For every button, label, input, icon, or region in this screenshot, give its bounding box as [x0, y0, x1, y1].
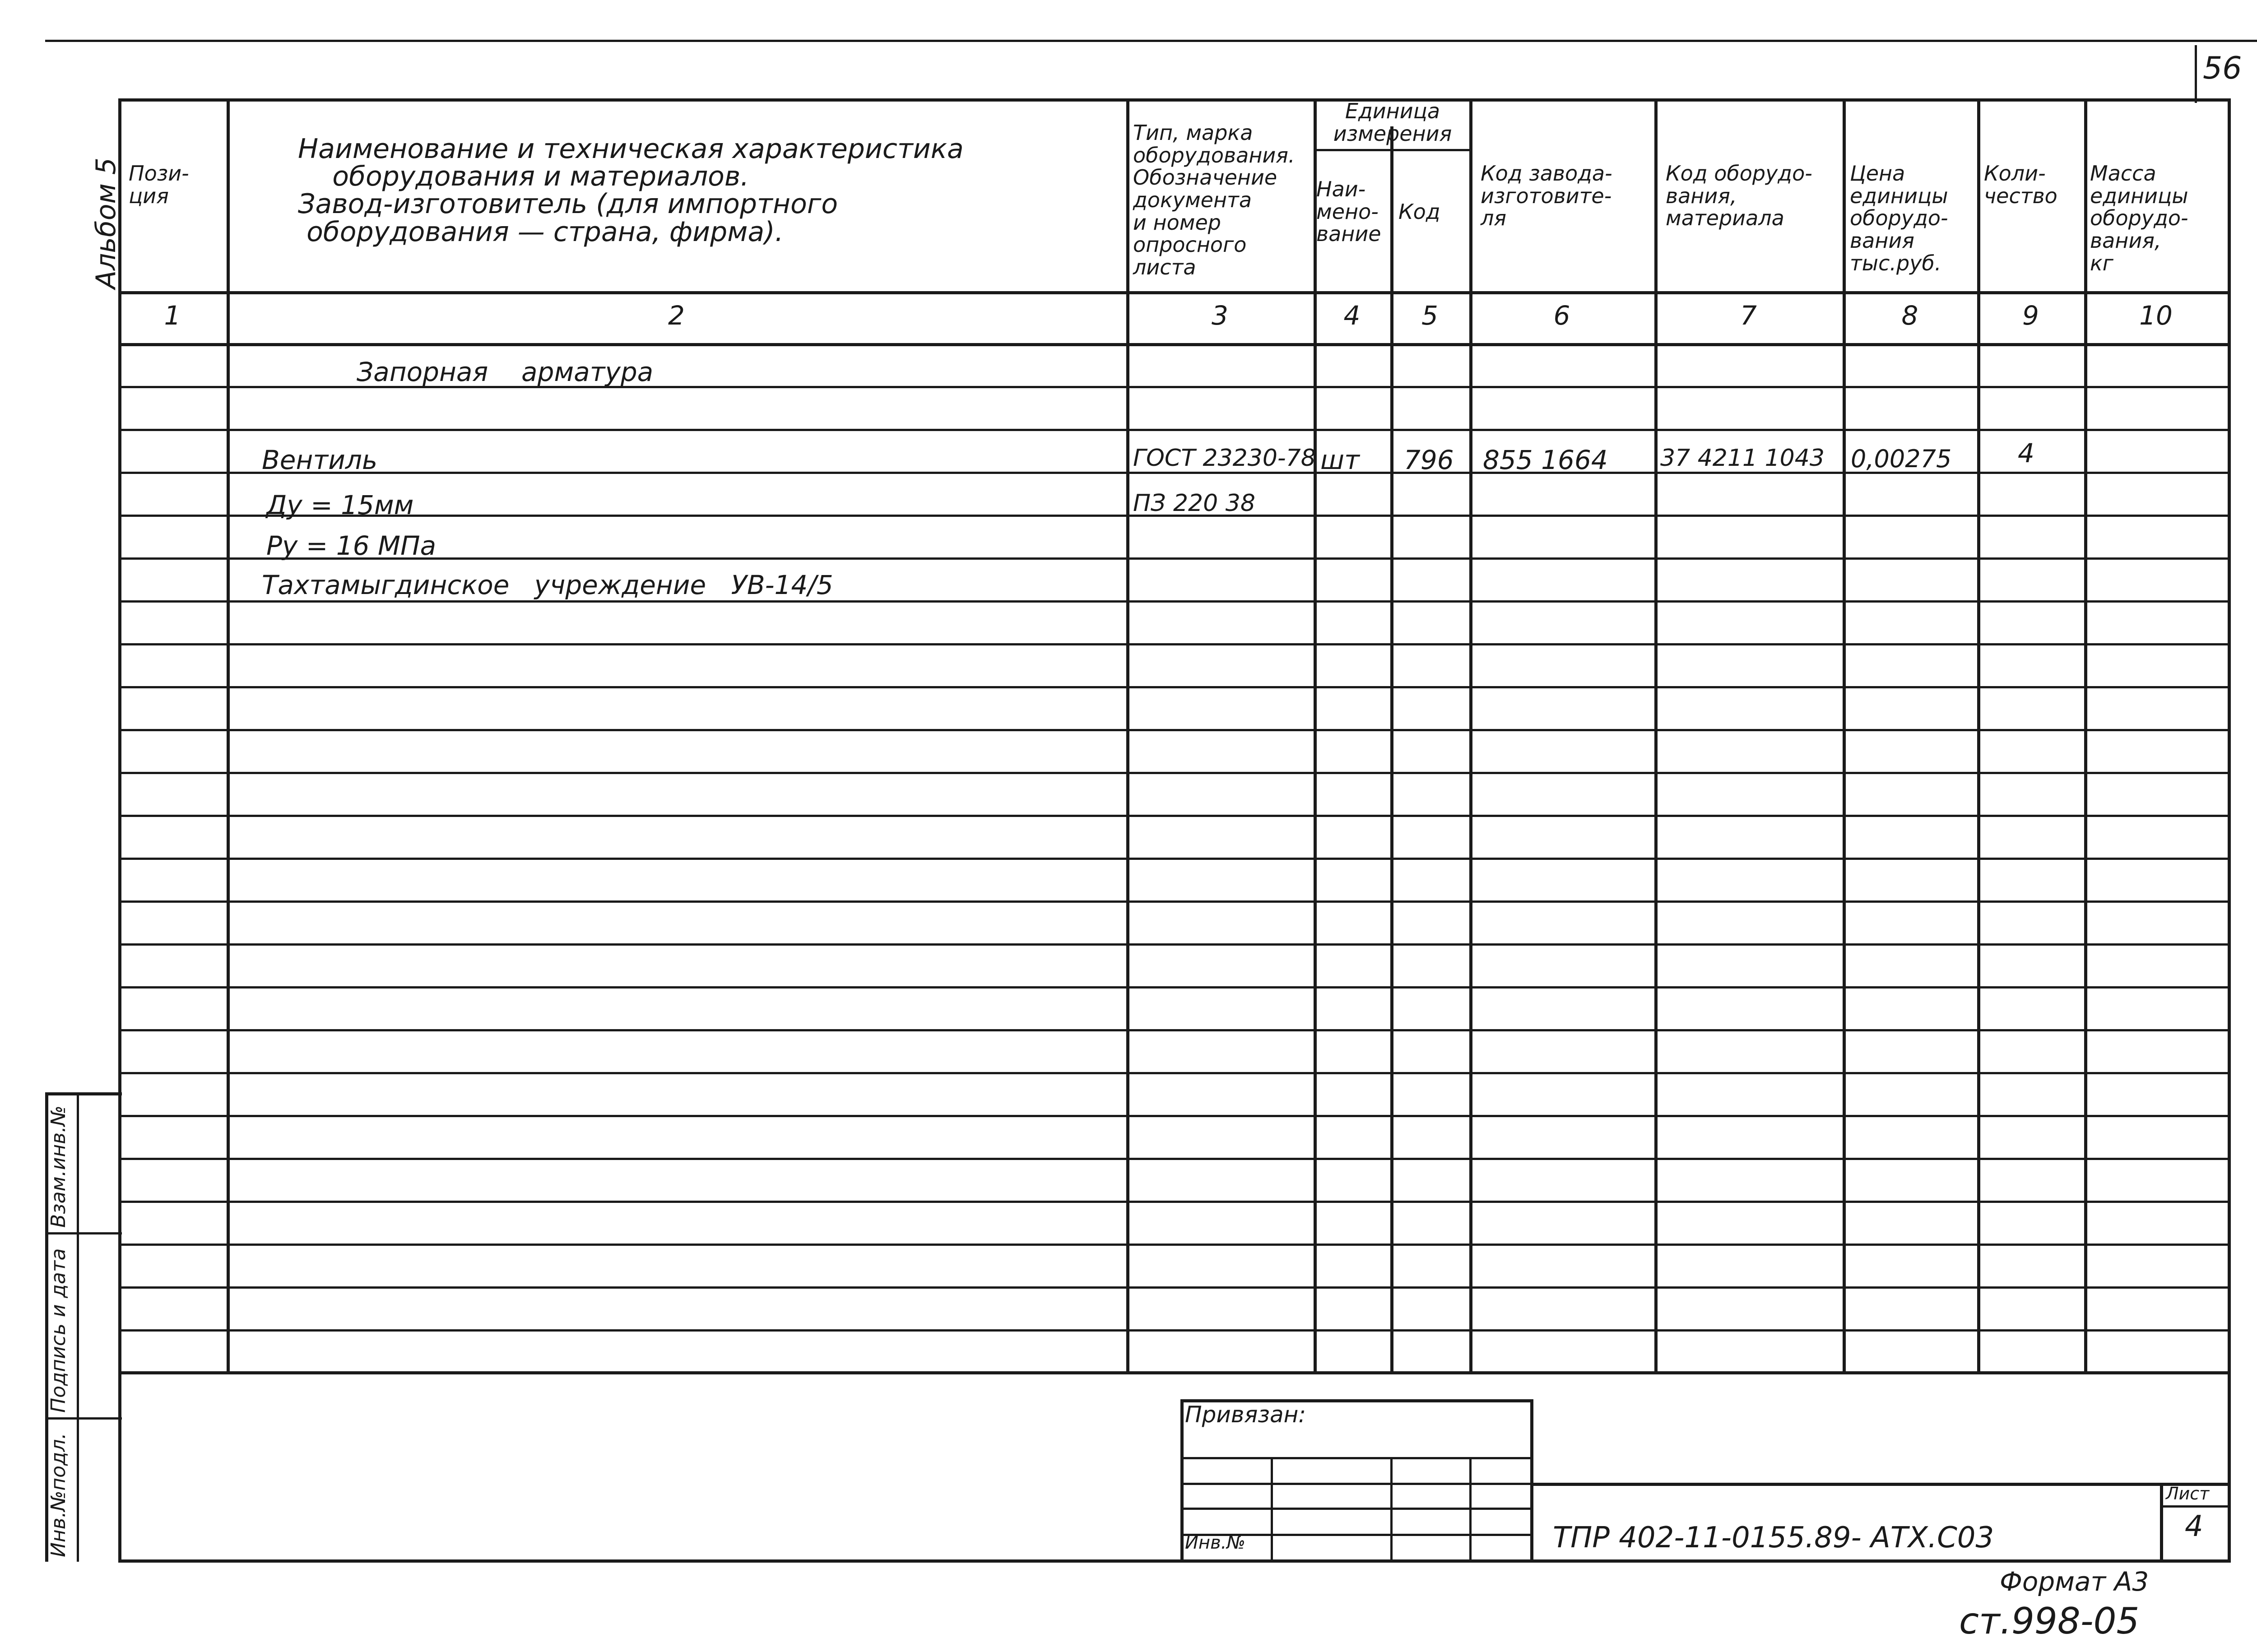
- table-row-line: [118, 815, 2229, 817]
- item-name: Вентиль: [262, 445, 378, 475]
- table-row-line: [118, 1072, 2229, 1074]
- colnum-8: 8: [1901, 300, 1918, 331]
- linked-row-2: [1180, 1483, 1533, 1485]
- table-row-line: [118, 1201, 2229, 1203]
- table-row-line: [118, 1286, 2229, 1289]
- table-row-line: [118, 1329, 2229, 1332]
- doc-code-top: [1530, 1483, 2230, 1486]
- colnum-1: 1: [164, 300, 181, 331]
- table-row-line: [118, 729, 2229, 731]
- table-row-line: [118, 1115, 2229, 1117]
- colnum-10: 10: [2139, 300, 2173, 331]
- item-equipment-code: 37 4211 1043: [1660, 445, 1825, 472]
- line3-name: Ру = 16 МПа: [266, 530, 437, 561]
- colnum-4: 4: [1343, 300, 1361, 331]
- frame-top: [118, 98, 2231, 102]
- item-type: ГОСТ 23230-78: [1133, 445, 1316, 472]
- side-stamp-sep2: [45, 1417, 122, 1420]
- album-label: Альбом 5: [90, 158, 122, 289]
- table-row-line: [118, 986, 2229, 988]
- unit-group-underline: [1314, 149, 1472, 151]
- format-label: Формат А3: [2000, 1566, 2149, 1597]
- table-row-line: [118, 858, 2229, 860]
- table-row-line: [118, 429, 2229, 431]
- header-col8: Цена единицы оборудо- вания тыс.руб.: [1850, 161, 1948, 275]
- colnum-2: 2: [668, 300, 685, 331]
- colnum-5: 5: [1421, 300, 1438, 331]
- title-block-top: [118, 1371, 2231, 1374]
- col-sep-2: [1126, 98, 1129, 1371]
- linked-row-1: [1180, 1457, 1533, 1459]
- side-stamp-label2: Подпись и дата: [47, 1248, 70, 1413]
- inv-label: Инв.№: [1185, 1532, 1245, 1553]
- header-unit-group: Единица измерения: [1333, 99, 1452, 146]
- table-row-line: [118, 686, 2229, 688]
- table-row-line: [118, 772, 2229, 774]
- page-number: 56: [2203, 51, 2242, 86]
- side-stamp-label3: Взам.инв.№: [47, 1105, 70, 1228]
- linked-col-1: [1271, 1457, 1273, 1561]
- side-stamp-top: [45, 1092, 122, 1095]
- header-col1: Пози- ция: [129, 161, 189, 208]
- linked-box-right: [1530, 1399, 1533, 1562]
- item-price: 0,00275: [1851, 445, 1952, 473]
- header-bottom: [118, 291, 2231, 294]
- frame-right: [2228, 98, 2231, 1562]
- sheet-box-left: [2160, 1483, 2163, 1562]
- colnum-7: 7: [1740, 300, 1757, 331]
- header-col7: Код оборудо- вания, материала: [1666, 161, 1812, 231]
- side-stamp-mid: [77, 1092, 79, 1562]
- linked-box-left: [1180, 1399, 1184, 1562]
- col-sep-1: [227, 98, 230, 1371]
- section-title: Запорная арматура: [357, 357, 654, 387]
- line2-type: ПЗ 220 38: [1133, 490, 1255, 517]
- linked-col-2: [1390, 1457, 1393, 1561]
- linked-row-3: [1180, 1508, 1533, 1510]
- header-col4: Наи- мено- вание: [1316, 177, 1381, 246]
- table-row-line: [118, 643, 2229, 645]
- linked-label: Привязан:: [1185, 1401, 1306, 1428]
- page-number-box-left: [2195, 45, 2197, 103]
- table-row-line: [118, 600, 2229, 603]
- sheet-label: Лист: [2166, 1484, 2210, 1504]
- item-unit: шт: [1320, 445, 1360, 475]
- header-col10: Масса единицы оборудо- вания, кг: [2090, 161, 2188, 275]
- colnum-3: 3: [1212, 300, 1228, 331]
- header-col3: Тип, марка оборудования. Обозначение документа и номер опросного листа: [1133, 121, 1295, 280]
- line2-name: Ду = 15мм: [266, 490, 414, 520]
- colnum-6: 6: [1553, 300, 1570, 331]
- sheet-number: 4: [2185, 1510, 2203, 1543]
- table-row-line: [118, 1158, 2229, 1160]
- table-row-line: [118, 943, 2229, 946]
- col-sep-3: [1314, 98, 1317, 1371]
- linked-col-3: [1469, 1457, 1472, 1561]
- col-sep-6: [1654, 98, 1658, 1371]
- side-stamp-sep1: [45, 1232, 122, 1234]
- item-plant-code: 855 1664: [1483, 445, 1608, 475]
- header-col2: Наименование и техническая характеристика оборудования и материалов. Завод-изготовитель (для импортного оборудования — страна, фирма).: [298, 133, 964, 248]
- col-sep-5: [1469, 98, 1472, 1371]
- document-code: ТПР 402-11-0155.89- АТХ.С03: [1553, 1521, 1994, 1555]
- top-rule: [45, 40, 2257, 42]
- table-row-line: [118, 900, 2229, 903]
- header-col6: Код завода- изготовите- ля: [1481, 161, 1612, 231]
- colnum-9: 9: [2022, 300, 2039, 331]
- col-sep-7: [1843, 98, 1846, 1371]
- side-stamp-label1: Инв.№подл.: [47, 1433, 70, 1557]
- item-unit-code: 796: [1404, 445, 1454, 475]
- colnum-bottom: [118, 343, 2231, 346]
- item-quantity: 4: [2018, 438, 2034, 469]
- header-col9: Коли- чество: [1984, 161, 2057, 208]
- col-sep-9: [2084, 98, 2087, 1371]
- footer-stamp: ст.998-05: [1959, 1600, 2140, 1642]
- table-row-line: [118, 1244, 2229, 1246]
- header-col5: Код: [1398, 200, 1440, 224]
- sheet-box-sep: [2160, 1505, 2230, 1508]
- line4-name: Тахтамыгдинское учреждение УВ-14/5: [262, 570, 833, 600]
- col-sep-8: [1977, 98, 1980, 1371]
- table-row-line: [118, 1029, 2229, 1031]
- frame-bottom: [118, 1559, 2231, 1563]
